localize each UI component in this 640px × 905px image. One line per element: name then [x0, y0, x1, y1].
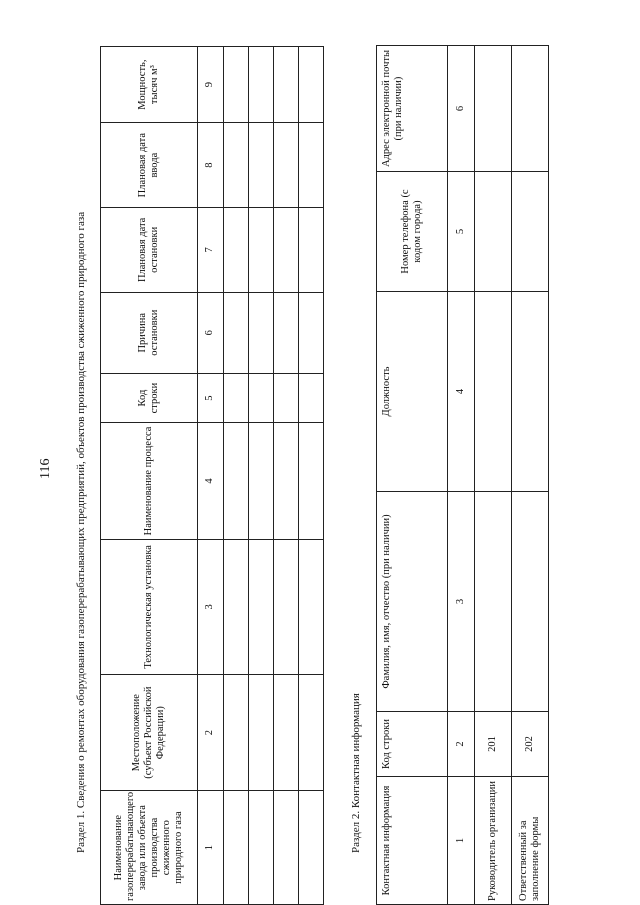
s1-colnum: 1	[198, 791, 224, 905]
section1-header-row	[101, 47, 198, 905]
page-number: 116	[38, 458, 53, 479]
s2-row-code: 202	[512, 712, 549, 777]
s1-colnum: 6	[198, 292, 224, 373]
s1-cell[interactable]	[249, 791, 274, 905]
s1-cell[interactable]	[299, 373, 324, 423]
s1-cell[interactable]	[274, 675, 299, 791]
s1-cell[interactable]	[224, 423, 249, 539]
s1-cell[interactable]	[249, 292, 274, 373]
s2-cell[interactable]	[475, 292, 512, 492]
s2-row-responsible-person	[512, 46, 549, 905]
s1-cell[interactable]	[249, 47, 274, 123]
section1-number-row	[198, 47, 224, 905]
s1-header-capacity: Мощность, тысяч м³	[101, 47, 198, 123]
s1-header-location: Местоположение (субъект Российской Федерации)	[101, 675, 198, 791]
s1-cell[interactable]	[274, 207, 299, 292]
s1-cell[interactable]	[299, 423, 324, 539]
s2-cell[interactable]	[512, 492, 549, 712]
s1-cell[interactable]	[274, 292, 299, 373]
s1-empty-row	[299, 47, 324, 905]
s1-cell[interactable]	[224, 292, 249, 373]
s1-header-stop-reason: Причина остановки	[101, 292, 198, 373]
s2-header-contact-info: Контактная информация	[377, 777, 448, 905]
s1-colnum: 2	[198, 675, 224, 791]
section2-table	[376, 45, 549, 905]
s1-cell[interactable]	[249, 675, 274, 791]
s2-header-line-code: Код строки	[377, 712, 448, 777]
s1-empty-row	[249, 47, 274, 905]
s1-cell[interactable]	[249, 539, 274, 675]
s1-cell[interactable]	[224, 373, 249, 423]
s2-colnum: 1	[448, 777, 475, 905]
s2-row-head-of-organization	[475, 46, 512, 905]
s2-row-code: 201	[475, 712, 512, 777]
s2-header-phone: Номер телефона (с кодом города)	[377, 172, 448, 292]
s1-colnum: 7	[198, 207, 224, 292]
s1-cell[interactable]	[299, 292, 324, 373]
s1-cell[interactable]	[299, 47, 324, 123]
s1-cell[interactable]	[249, 207, 274, 292]
s2-row-label: Ответственный за заполнение формы	[512, 777, 549, 905]
s1-colnum: 3	[198, 539, 224, 675]
section2-number-row	[448, 46, 475, 905]
s2-cell[interactable]	[475, 46, 512, 172]
s1-cell[interactable]	[224, 47, 249, 123]
s1-cell[interactable]	[299, 123, 324, 208]
s1-colnum: 8	[198, 123, 224, 208]
s1-cell[interactable]	[224, 207, 249, 292]
s1-cell[interactable]	[249, 123, 274, 208]
s2-colnum: 5	[448, 172, 475, 292]
s2-colnum: 2	[448, 712, 475, 777]
section1-table	[100, 46, 324, 905]
s1-header-line-code: Код строки	[101, 373, 198, 423]
s1-cell[interactable]	[274, 539, 299, 675]
s2-cell[interactable]	[475, 492, 512, 712]
s1-colnum: 4	[198, 423, 224, 539]
s2-cell[interactable]	[475, 172, 512, 292]
s1-colnum: 9	[198, 47, 224, 123]
s1-cell[interactable]	[249, 373, 274, 423]
s1-empty-row	[224, 47, 249, 905]
s1-cell[interactable]	[274, 423, 299, 539]
s1-cell[interactable]	[224, 123, 249, 208]
s1-colnum: 5	[198, 373, 224, 423]
s1-empty-row	[274, 47, 299, 905]
s2-cell[interactable]	[512, 292, 549, 492]
section2-header-row	[377, 46, 448, 905]
s1-header-planned-start: Плановая дата ввода	[101, 123, 198, 208]
s1-cell[interactable]	[274, 791, 299, 905]
s1-header-unit: Технологическая установка	[101, 539, 198, 675]
s1-cell[interactable]	[224, 675, 249, 791]
s1-cell[interactable]	[224, 539, 249, 675]
s1-cell[interactable]	[249, 423, 274, 539]
s2-header-full-name: Фамилия, имя, отчество (при наличии)	[377, 492, 448, 712]
s2-header-position: Должность	[377, 292, 448, 492]
s1-cell[interactable]	[274, 123, 299, 208]
s1-header-planned-stop: Плановая дата остановки	[101, 207, 198, 292]
s2-colnum: 6	[448, 46, 475, 172]
s2-colnum: 4	[448, 292, 475, 492]
s1-header-process: Наименование процесса	[101, 423, 198, 539]
s2-colnum: 3	[448, 492, 475, 712]
s1-header-plant-name: Наименование газоперерабатывающего завода или объекта производства сжиженного природного газа	[101, 791, 198, 905]
section2-title: Раздел 2. Контактная информация	[350, 693, 362, 853]
s2-header-email: Адрес электронной почты (при наличии)	[377, 46, 448, 172]
s1-cell[interactable]	[274, 373, 299, 423]
s1-cell[interactable]	[299, 675, 324, 791]
s1-cell[interactable]	[299, 791, 324, 905]
s2-row-label: Руководитель организации	[475, 777, 512, 905]
s1-cell[interactable]	[274, 47, 299, 123]
s1-cell[interactable]	[224, 791, 249, 905]
s1-cell[interactable]	[299, 539, 324, 675]
section1-title: Раздел 1. Сведения о ремонтах оборудования газоперерабатывающих предприятий, объектов производства сжиженного природного газа	[75, 211, 87, 853]
s1-cell[interactable]	[299, 207, 324, 292]
s2-cell[interactable]	[512, 46, 549, 172]
s2-cell[interactable]	[512, 172, 549, 292]
